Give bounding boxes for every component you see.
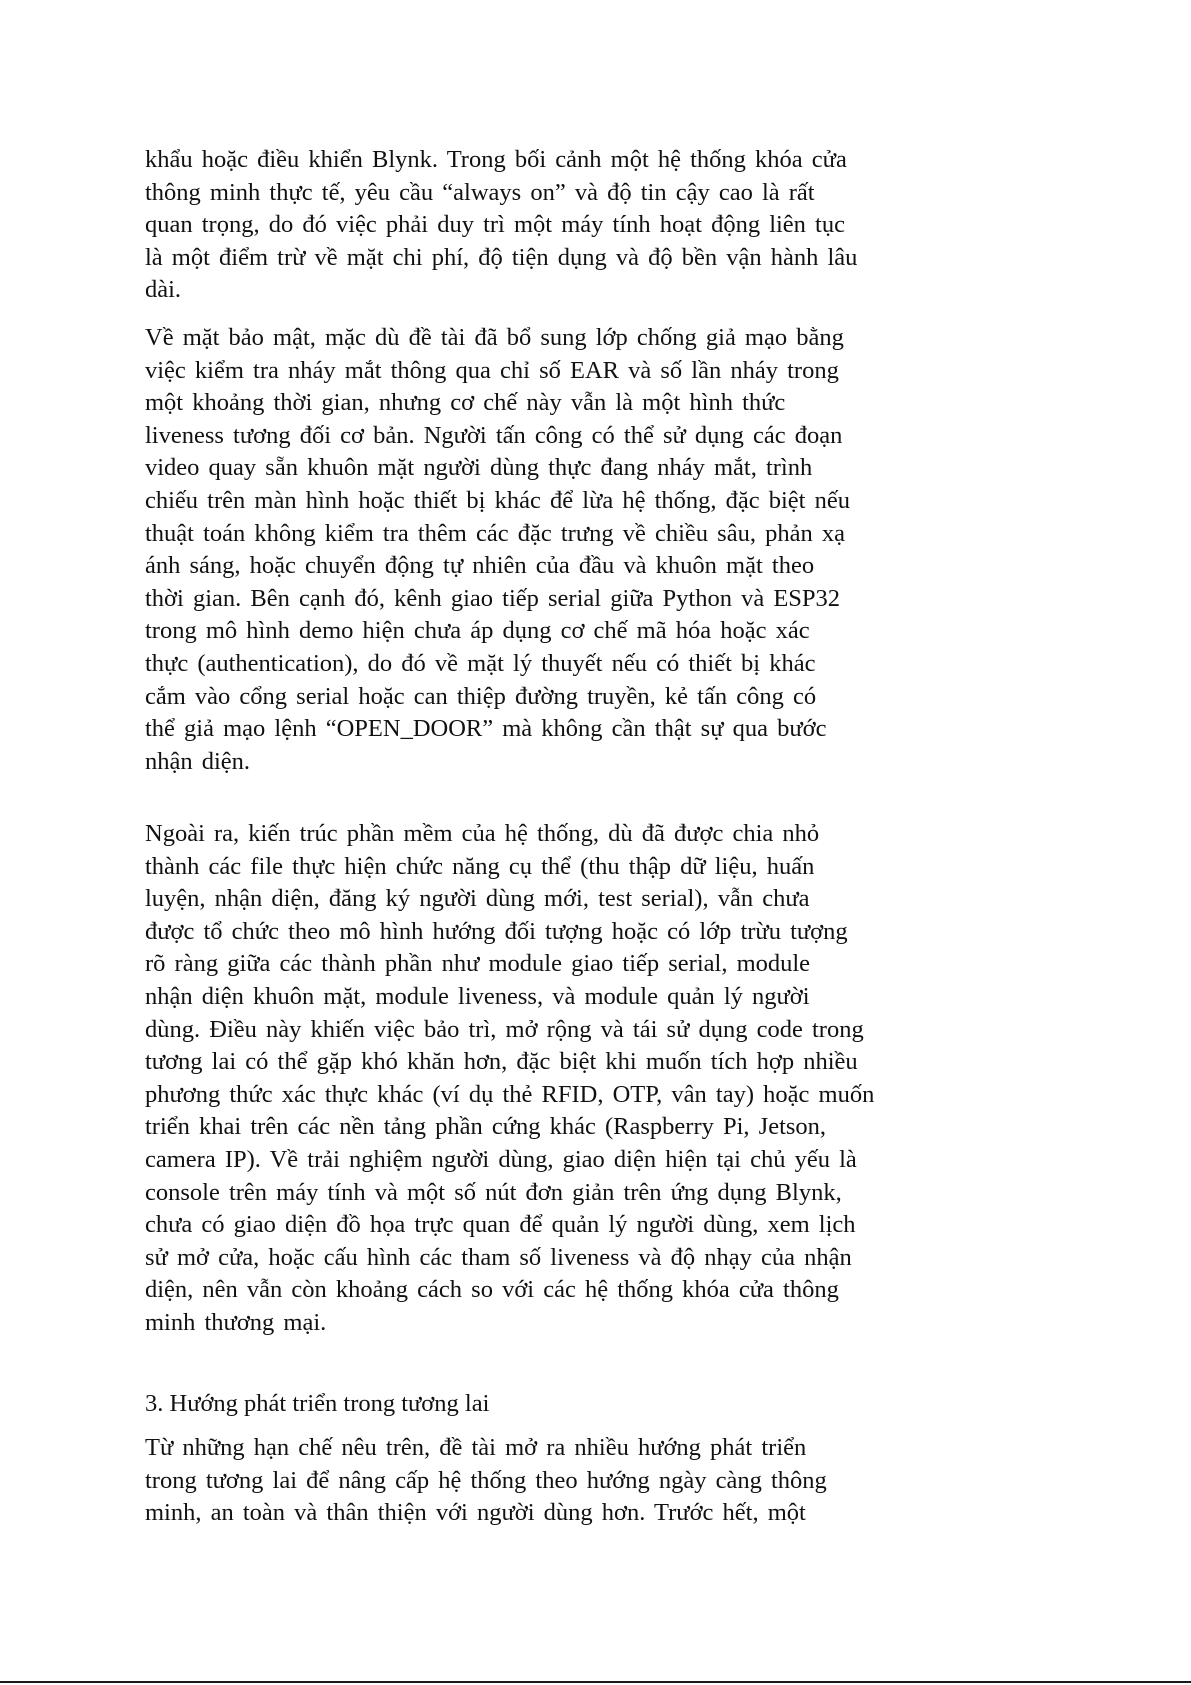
text-line: thông minh thực tế, yêu cầu “always on” và độ tin cậy cao là rất	[145, 178, 815, 206]
text-line: camera IP). Về trải nghiệm người dùng, giao diện hiện tại chủ yếu là	[145, 1145, 857, 1173]
text-line: Về mặt bảo mật, mặc dù đề tài đã bổ sung lớp chống giả mạo bằng	[145, 324, 844, 351]
text-line: ánh sáng, hoặc chuyển động tự nhiên của đầu và khuôn mặt theo	[145, 552, 815, 580]
text-line: được tổ chức theo mô hình hướng đối tượng hoặc có lớp trừu tượng	[145, 917, 848, 945]
text-line: thuật toán không kiểm tra thêm các đặc trưng về chiều sâu, phản xạ	[145, 519, 845, 547]
text-line: nhận diện khuôn mặt, module liveness, và module quản lý người	[145, 982, 810, 1010]
section-heading	[145, 1388, 1005, 1421]
text-line: chiếu trên màn hình hoặc thiết bị khác để lừa hệ thống, đặc biệt nếu	[145, 486, 850, 514]
text-line: dài.	[145, 276, 182, 304]
text-line: minh, an toàn và thân thiện với người dùng hơn. Trước hết, một	[145, 1499, 806, 1527]
text-line: một khoảng thời gian, nhưng cơ chế này vẫn là một hình thức	[145, 389, 786, 417]
text-line: cắm vào cổng serial hoặc can thiệp đường truyền, kẻ tấn công có	[145, 682, 817, 710]
text-line: thành các file thực hiện chức năng cụ thể (thu thập dữ liệu, huấn	[145, 852, 815, 880]
text-line: chưa có giao diện đồ họa trực quan để quản lý người dùng, xem lịch	[145, 1211, 856, 1239]
text-line: triển khai trên các nền tảng phần cứng khác (Raspberry Pi, Jetson,	[145, 1113, 827, 1141]
text-line: thực (authentication), do đó về mặt lý thuyết nếu có thiết bị khác	[145, 649, 816, 677]
page-bottom-rule	[0, 1681, 1191, 1683]
text-line: dùng. Điều này khiến việc bảo trì, mở rộng và tái sử dụng code trong	[145, 1015, 864, 1043]
text-line: Từ những hạn chế nêu trên, đề tài mở ra nhiều hướng phát triển	[145, 1434, 807, 1461]
text-line: trong tương lai để nâng cấp hệ thống theo hướng ngày càng thông	[145, 1466, 827, 1494]
text-line: Ngoài ra, kiến trúc phần mềm của hệ thống, dù đã được chia nhỏ	[145, 820, 820, 847]
paragraph-1	[145, 144, 1005, 307]
text-line: video quay sẵn khuôn mặt người dùng thực đang nháy mắt, trình	[145, 454, 813, 482]
text-line: tương lai có thể gặp khó khăn hơn, đặc biệt khi muốn tích hợp nhiều	[145, 1048, 858, 1076]
text-line: phương thức xác thực khác (ví dụ thẻ RFID, OTP, vân tay) hoặc muốn	[145, 1080, 875, 1108]
heading-text: 3. Hướng phát triển trong tương lai	[145, 1390, 490, 1417]
text-line: việc kiểm tra nháy mắt thông qua chỉ số EAR và số lần nháy trong	[145, 356, 839, 384]
text-line: thời gian. Bên cạnh đó, kênh giao tiếp serial giữa Python và ESP32	[145, 584, 841, 612]
text-line: console trên máy tính và một số nút đơn giản trên ứng dụng Blynk,	[145, 1178, 842, 1206]
paragraph-4	[145, 1432, 1005, 1530]
text-line: rõ ràng giữa các thành phần như module giao tiếp serial, module	[145, 950, 811, 978]
text-line: là một điểm trừ về mặt chi phí, độ tiện dụng và độ bền vận hành lâu	[145, 243, 858, 271]
text-line: trong mô hình demo hiện chưa áp dụng cơ chế mã hóa hoặc xác	[145, 617, 810, 645]
paragraph-2	[145, 322, 1005, 778]
text-line: khẩu hoặc điều khiển Blynk. Trong bối cảnh một hệ thống khóa cửa	[145, 146, 847, 173]
paragraph-3	[145, 818, 1005, 1340]
text-line: quan trọng, do đó việc phải duy trì một máy tính hoạt động liên tục	[145, 211, 845, 239]
text-line: luyện, nhận diện, đăng ký người dùng mới, test serial), vẫn chưa	[145, 885, 810, 913]
text-line: nhận diện.	[145, 747, 251, 775]
text-line: thể giả mạo lệnh “OPEN_DOOR” mà không cần thật sự qua bước	[145, 715, 827, 743]
text-line: diện, nên vẫn còn khoảng cách so với các hệ thống khóa cửa thông	[145, 1276, 839, 1304]
text-line: minh thương mại.	[145, 1308, 327, 1336]
text-line: sử mở cửa, hoặc cấu hình các tham số liveness và độ nhạy của nhận	[145, 1243, 852, 1271]
text-line: liveness tương đối cơ bản. Người tấn công có thể sử dụng các đoạn	[145, 421, 843, 449]
